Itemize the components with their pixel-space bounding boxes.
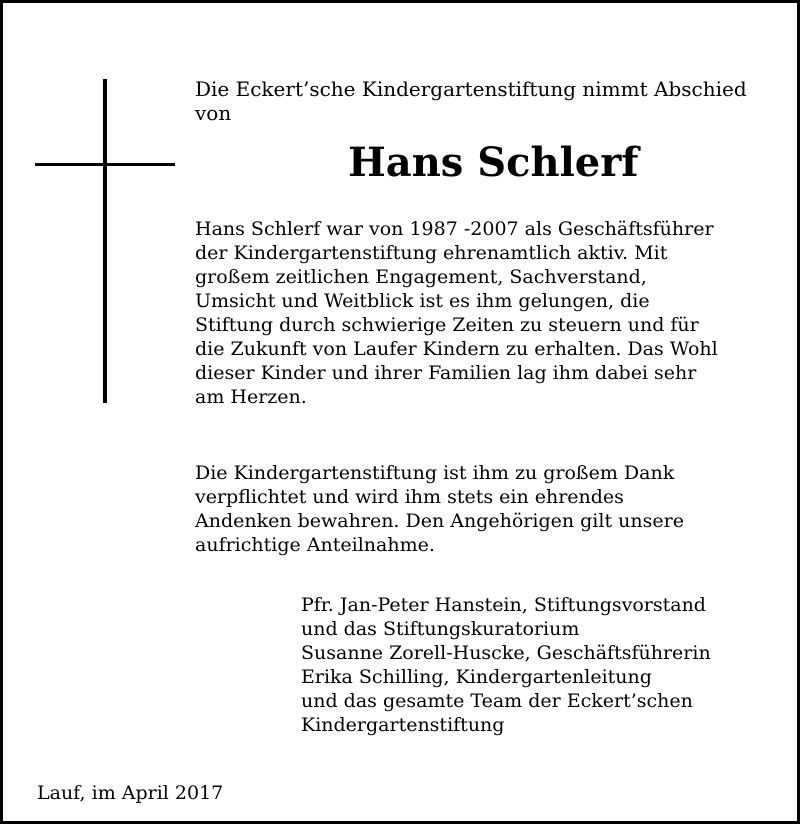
- signer-line: Pfr. Jan-Peter Hanstein, Stiftungsvorstand: [301, 594, 706, 616]
- bio-line: großem zeitlichen Engagement, Sachverstand,: [195, 266, 647, 288]
- signer-line: und das Stiftungskuratorium: [301, 618, 580, 640]
- bio-line: am Herzen.: [195, 386, 307, 408]
- signer-line: Kindergartenstiftung: [301, 714, 505, 736]
- intro-text: [195, 77, 747, 125]
- thanks-line: verpflichtet und wird ihm stets ein ehrendes: [195, 486, 624, 508]
- intro-line: Die Eckert’sche Kindergartenstiftung nimmt Abschied: [195, 77, 747, 101]
- cross-horizontal-bar: [35, 163, 175, 166]
- bio-line: Hans Schlerf war von 1987 -2007 als Geschäftsführer: [195, 218, 714, 240]
- bio-line: Umsicht und Weitblick ist es ihm gelungen, die: [195, 290, 650, 312]
- cross-vertical-bar: [103, 79, 107, 403]
- thanks-paragraph: [195, 461, 684, 557]
- signers-block: [301, 593, 711, 737]
- bio-line: der Kindergartenstiftung ehrenamtlich aktiv. Mit: [195, 242, 668, 264]
- bio-paragraph: [195, 217, 718, 409]
- deceased-name: Hans Schlerf: [348, 139, 639, 186]
- signer-line: und das gesamte Team der Eckert’schen: [301, 690, 693, 712]
- intro-line: von: [195, 101, 232, 125]
- bio-line: Stiftung durch schwierige Zeiten zu steuern und für: [195, 314, 699, 336]
- bio-line: die Zukunft von Laufer Kindern zu erhalten. Das Wohl: [195, 338, 718, 360]
- thanks-line: Andenken bewahren. Den Angehörigen gilt unsere: [195, 510, 684, 532]
- place-date: Lauf, im April 2017: [37, 782, 224, 804]
- bio-line: dieser Kinder und ihrer Familien lag ihm dabei sehr: [195, 362, 697, 384]
- signer-line: Erika Schilling, Kindergartenleitung: [301, 666, 652, 688]
- signer-line: Susanne Zorell-Huscke, Geschäftsführerin: [301, 642, 711, 664]
- thanks-line: aufrichtige Anteilnahme.: [195, 534, 435, 556]
- thanks-line: Die Kindergartenstiftung ist ihm zu großem Dank: [195, 462, 675, 484]
